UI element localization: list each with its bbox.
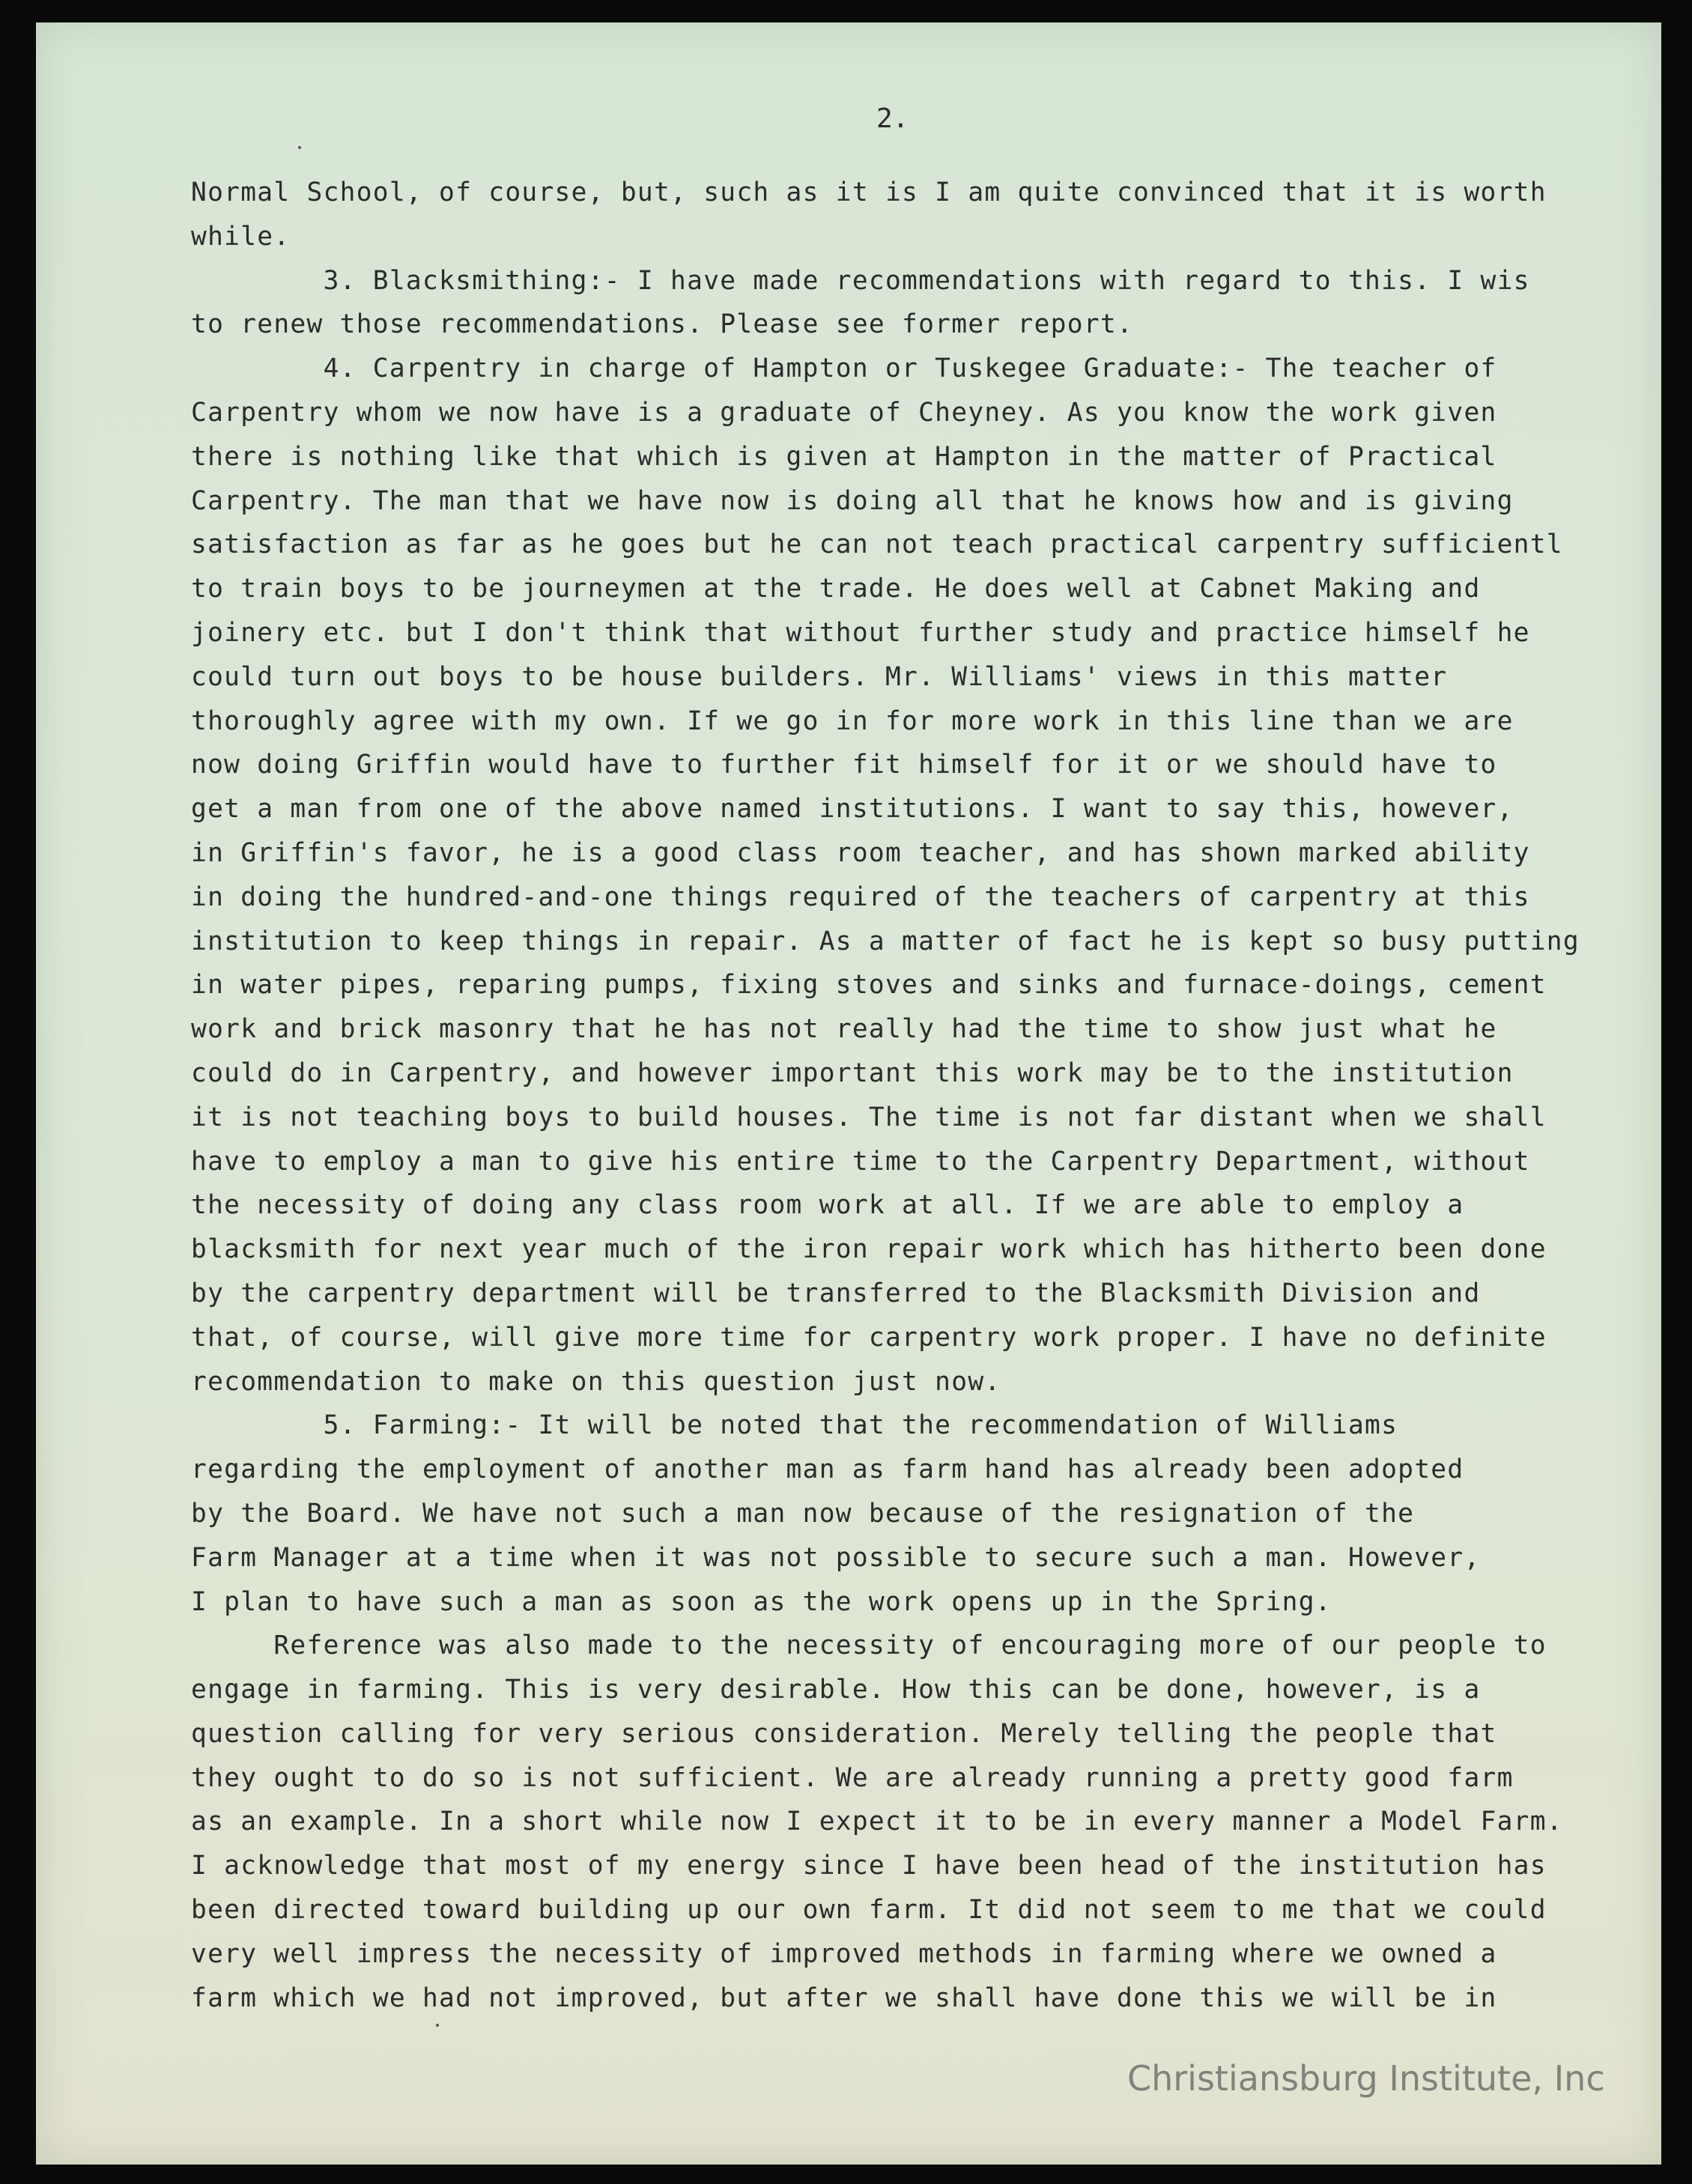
text-line: question calling for very serious consideration. Merely telling the people that [191, 1718, 1497, 1749]
text-line: 3. Blacksmithing:- I have made recommendations with regard to this. I wis [191, 265, 1530, 296]
text-line: institution to keep things in repair. As a matter of fact he is kept so busy putting [191, 926, 1580, 956]
text-line: work and brick masonry that he has not really had the time to show just what he [191, 1014, 1497, 1045]
text-line: 5. Farming:- It will be noted that the recommendation of Williams [191, 1410, 1398, 1441]
text-line: to renew those recommendations. Please see former report. [191, 309, 1134, 340]
text-line: recommendation to make on this question just now. [191, 1366, 1001, 1397]
text-line: the necessity of doing any class room work at all. If we are able to employ a [191, 1190, 1464, 1221]
text-line: Carpentry whom we now have is a graduate of Cheyney. As you know the work given [191, 397, 1497, 428]
text-line: in doing the hundred-and-one things required of the teachers of carpentry at this [191, 882, 1530, 912]
ink-speck [436, 2024, 439, 2027]
text-line: engage in farming. This is very desirable. How this can be done, however, is a [191, 1675, 1481, 1705]
text-line: to train boys to be journeymen at the trade. He does well at Cabnet Making and [191, 574, 1481, 604]
text-line: satisfaction as far as he goes but he can not teach practical carpentry sufficientl [191, 530, 1563, 560]
text-line: Farm Manager at a time when it was not possible to secure such a man. However, [191, 1542, 1481, 1573]
text-line: get a man from one of the above named institutions. I want to say this, however, [191, 794, 1514, 825]
text-line: been directed toward building up our own farm. It did not seem to me that we could [191, 1895, 1547, 1926]
text-line: blacksmith for next year much of the iron repair work which has hitherto been done [191, 1234, 1547, 1265]
archive-watermark: Christiansburg Institute, Inc [1127, 2058, 1605, 2099]
text-line: joinery etc. but I don't think that without further study and practice himself he [191, 617, 1530, 648]
text-line: 4. Carpentry in charge of Hampton or Tuskegee Graduate:- The teacher of [191, 354, 1497, 384]
text-line: Carpentry. The man that we have now is doing all that he knows how and is giving [191, 485, 1514, 516]
text-line: in water pipes, reparing pumps, fixing stoves and sinks and furnace-doings, cement [191, 970, 1547, 1001]
text-line: as an example. In a short while now I expect it to be in every manner a Model Farm. [191, 1807, 1563, 1837]
text-line: very well impress the necessity of improved methods in farming where we owned a [191, 1938, 1497, 1969]
text-line: Normal School, of course, but, such as it is I am quite convinced that it is worth [191, 178, 1547, 207]
text-line: by the Board. We have not such a man now because of the resignation of the [191, 1498, 1415, 1529]
text-line: regarding the employment of another man as farm hand has already been adopted [191, 1455, 1464, 1485]
text-line: they ought to do so is not sufficient. We are already running a pretty good farm [191, 1762, 1514, 1793]
text-line: I acknowledge that most of my energy since I have been head of the institution has [191, 1851, 1547, 1881]
text-line: could do in Carpentry, and however important this work may be to the institution [191, 1058, 1514, 1088]
typed-letter-body [191, 171, 1670, 2020]
text-line: now doing Griffin would have to further fit himself for it or we should have to [191, 750, 1497, 780]
text-line: could turn out boys to be house builders. Mr. Williams' views in this matter [191, 661, 1448, 692]
ink-speck [298, 146, 301, 149]
text-line: have to employ a man to give his entire time to the Carpentry Department, without [191, 1146, 1530, 1177]
text-line: that, of course, will give more time for carpentry work proper. I have no definite [191, 1322, 1547, 1353]
text-line: Reference was also made to the necessity of encouraging more of our people to [191, 1631, 1547, 1661]
text-line: it is not teaching boys to build houses. The time is not far distant when we shall [191, 1102, 1547, 1132]
text-line: while. [191, 221, 291, 252]
text-line: farm which we had not improved, but after we shall have done this we will be in [191, 1983, 1497, 2013]
text-line: thoroughly agree with my own. If we go in for more work in this line than we are [191, 706, 1514, 736]
text-line: in Griffin's favor, he is a good class room teacher, and has shown marked ability [191, 837, 1530, 868]
page-number: 2. [876, 103, 909, 134]
text-line: by the carpentry department will be transferred to the Blacksmith Division and [191, 1278, 1481, 1308]
text-line: I plan to have such a man as soon as the work opens up in the Spring. [191, 1586, 1332, 1617]
text-line: there is nothing like that which is given at Hampton in the matter of Practical [191, 441, 1497, 472]
